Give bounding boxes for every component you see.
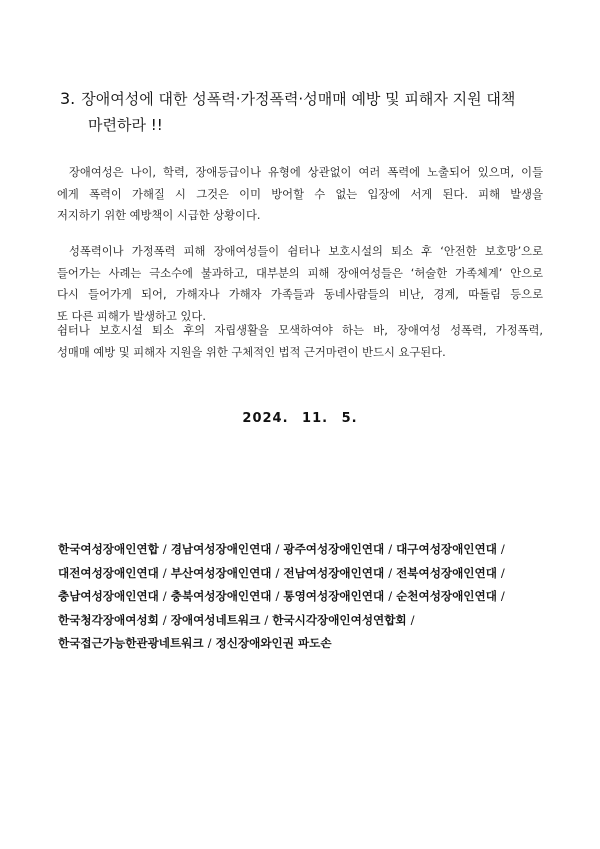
paragraph-line: 저지하기 위한 예방책이 시급한 상황이다. xyxy=(57,209,261,222)
paragraph-3 xyxy=(57,320,543,363)
paragraph-line: 성매매 예방 및 피해자 지원을 위한 구체적인 법적 근거마련이 반드시 요구된다. xyxy=(57,345,446,359)
organization-name: 한국여성장애인연합 xyxy=(58,542,159,556)
paragraph-line: 다시 들어가게 되어, 가해자나 가해자 가족들과 동네사람들의 비난, 경계, 따돌림 등으로 xyxy=(57,288,543,301)
paragraph-2 xyxy=(57,241,543,327)
organization-row xyxy=(58,538,548,562)
organization-name: 충북여성장애인연대 xyxy=(170,589,272,603)
organization-name: 장애여성네트워크 xyxy=(170,612,261,627)
separator: / xyxy=(388,565,393,580)
organization-name: 순천여성장애인연대 xyxy=(396,589,497,603)
organization-name: 경남여성장애인연대 xyxy=(170,542,272,556)
paragraph-line: 장애여성은 나이, 학력, 장애등급이나 유형에 상관없이 여러 폭력에 노출되어 있으며, 이들 xyxy=(69,166,543,179)
separator: / xyxy=(162,542,167,556)
separator: / xyxy=(162,565,167,580)
paragraph-line: 들어가는 사례는 극소수에 불과하고, 대부분의 피해 장애여성들은 ‘허술한 가족체계’ 안으로 xyxy=(57,266,543,280)
organization-list xyxy=(58,538,548,656)
organization-name: 한국시각장애인여성연합회 xyxy=(272,612,407,627)
organization-row xyxy=(58,585,548,609)
separator: / xyxy=(500,542,505,556)
separator: / xyxy=(388,589,393,603)
separator: / xyxy=(275,565,280,580)
organization-name: 한국접근가능한관광네트워크 xyxy=(58,636,204,650)
section-title-line1: 장애여성에 대한 성폭력·가정폭력·성매매 예방 및 피해자 지원 대책 xyxy=(81,90,516,108)
section-number: 3. xyxy=(60,89,76,108)
organization-name: 전남여성장애인연대 xyxy=(283,565,385,580)
document-date: 2024. 11. 5. xyxy=(242,411,358,426)
organization-row xyxy=(58,609,548,633)
separator: / xyxy=(500,565,505,580)
organization-name: 대전여성장애인연대 xyxy=(58,565,159,580)
paragraph-line: 쉼터나 보호시설 퇴소 후의 자립생활을 모색하여야 하는 바, 장애여성 성폭력, 가정폭력, xyxy=(57,324,543,337)
organization-name: 정신장애와인권 파도손 xyxy=(215,636,332,650)
organization-name: 부산여성장애인연대 xyxy=(170,565,272,580)
organization-name: 광주여성장애인연대 xyxy=(283,542,385,556)
organization-row xyxy=(58,562,548,586)
separator: / xyxy=(264,612,269,627)
organization-row xyxy=(58,632,548,656)
organization-name: 전북여성장애인연대 xyxy=(396,565,497,580)
paragraph-line: 성폭력이나 가정폭력 피해 장애여성들이 쉼터나 보호시설의 퇴소 후 ‘안전한 보호망’으로 xyxy=(69,245,543,258)
organization-name: 한국청각장애여성회 xyxy=(58,612,159,627)
organization-name: 통영여성장애인연대 xyxy=(283,589,385,603)
paragraph-line: 또 다른 피해가 발생하고 있다. xyxy=(57,309,206,323)
separator: / xyxy=(388,542,393,556)
separator: / xyxy=(162,612,167,627)
separator: / xyxy=(500,589,505,603)
paragraph-1 xyxy=(57,162,543,227)
organization-name: 충남여성장애인연대 xyxy=(58,589,159,603)
separator: / xyxy=(207,636,212,650)
separator: / xyxy=(275,589,280,603)
separator: / xyxy=(410,612,415,627)
separator: / xyxy=(275,542,280,556)
organization-name: 대구여성장애인연대 xyxy=(396,542,497,556)
separator: / xyxy=(162,589,167,603)
section-title-line2: 마련하라 !! xyxy=(88,116,163,134)
section-heading xyxy=(60,86,550,138)
paragraph-line: 에게 폭력이 가해질 시 그것은 이미 방어할 수 없는 입장에 서게 된다. 피해 발생을 xyxy=(57,187,543,201)
